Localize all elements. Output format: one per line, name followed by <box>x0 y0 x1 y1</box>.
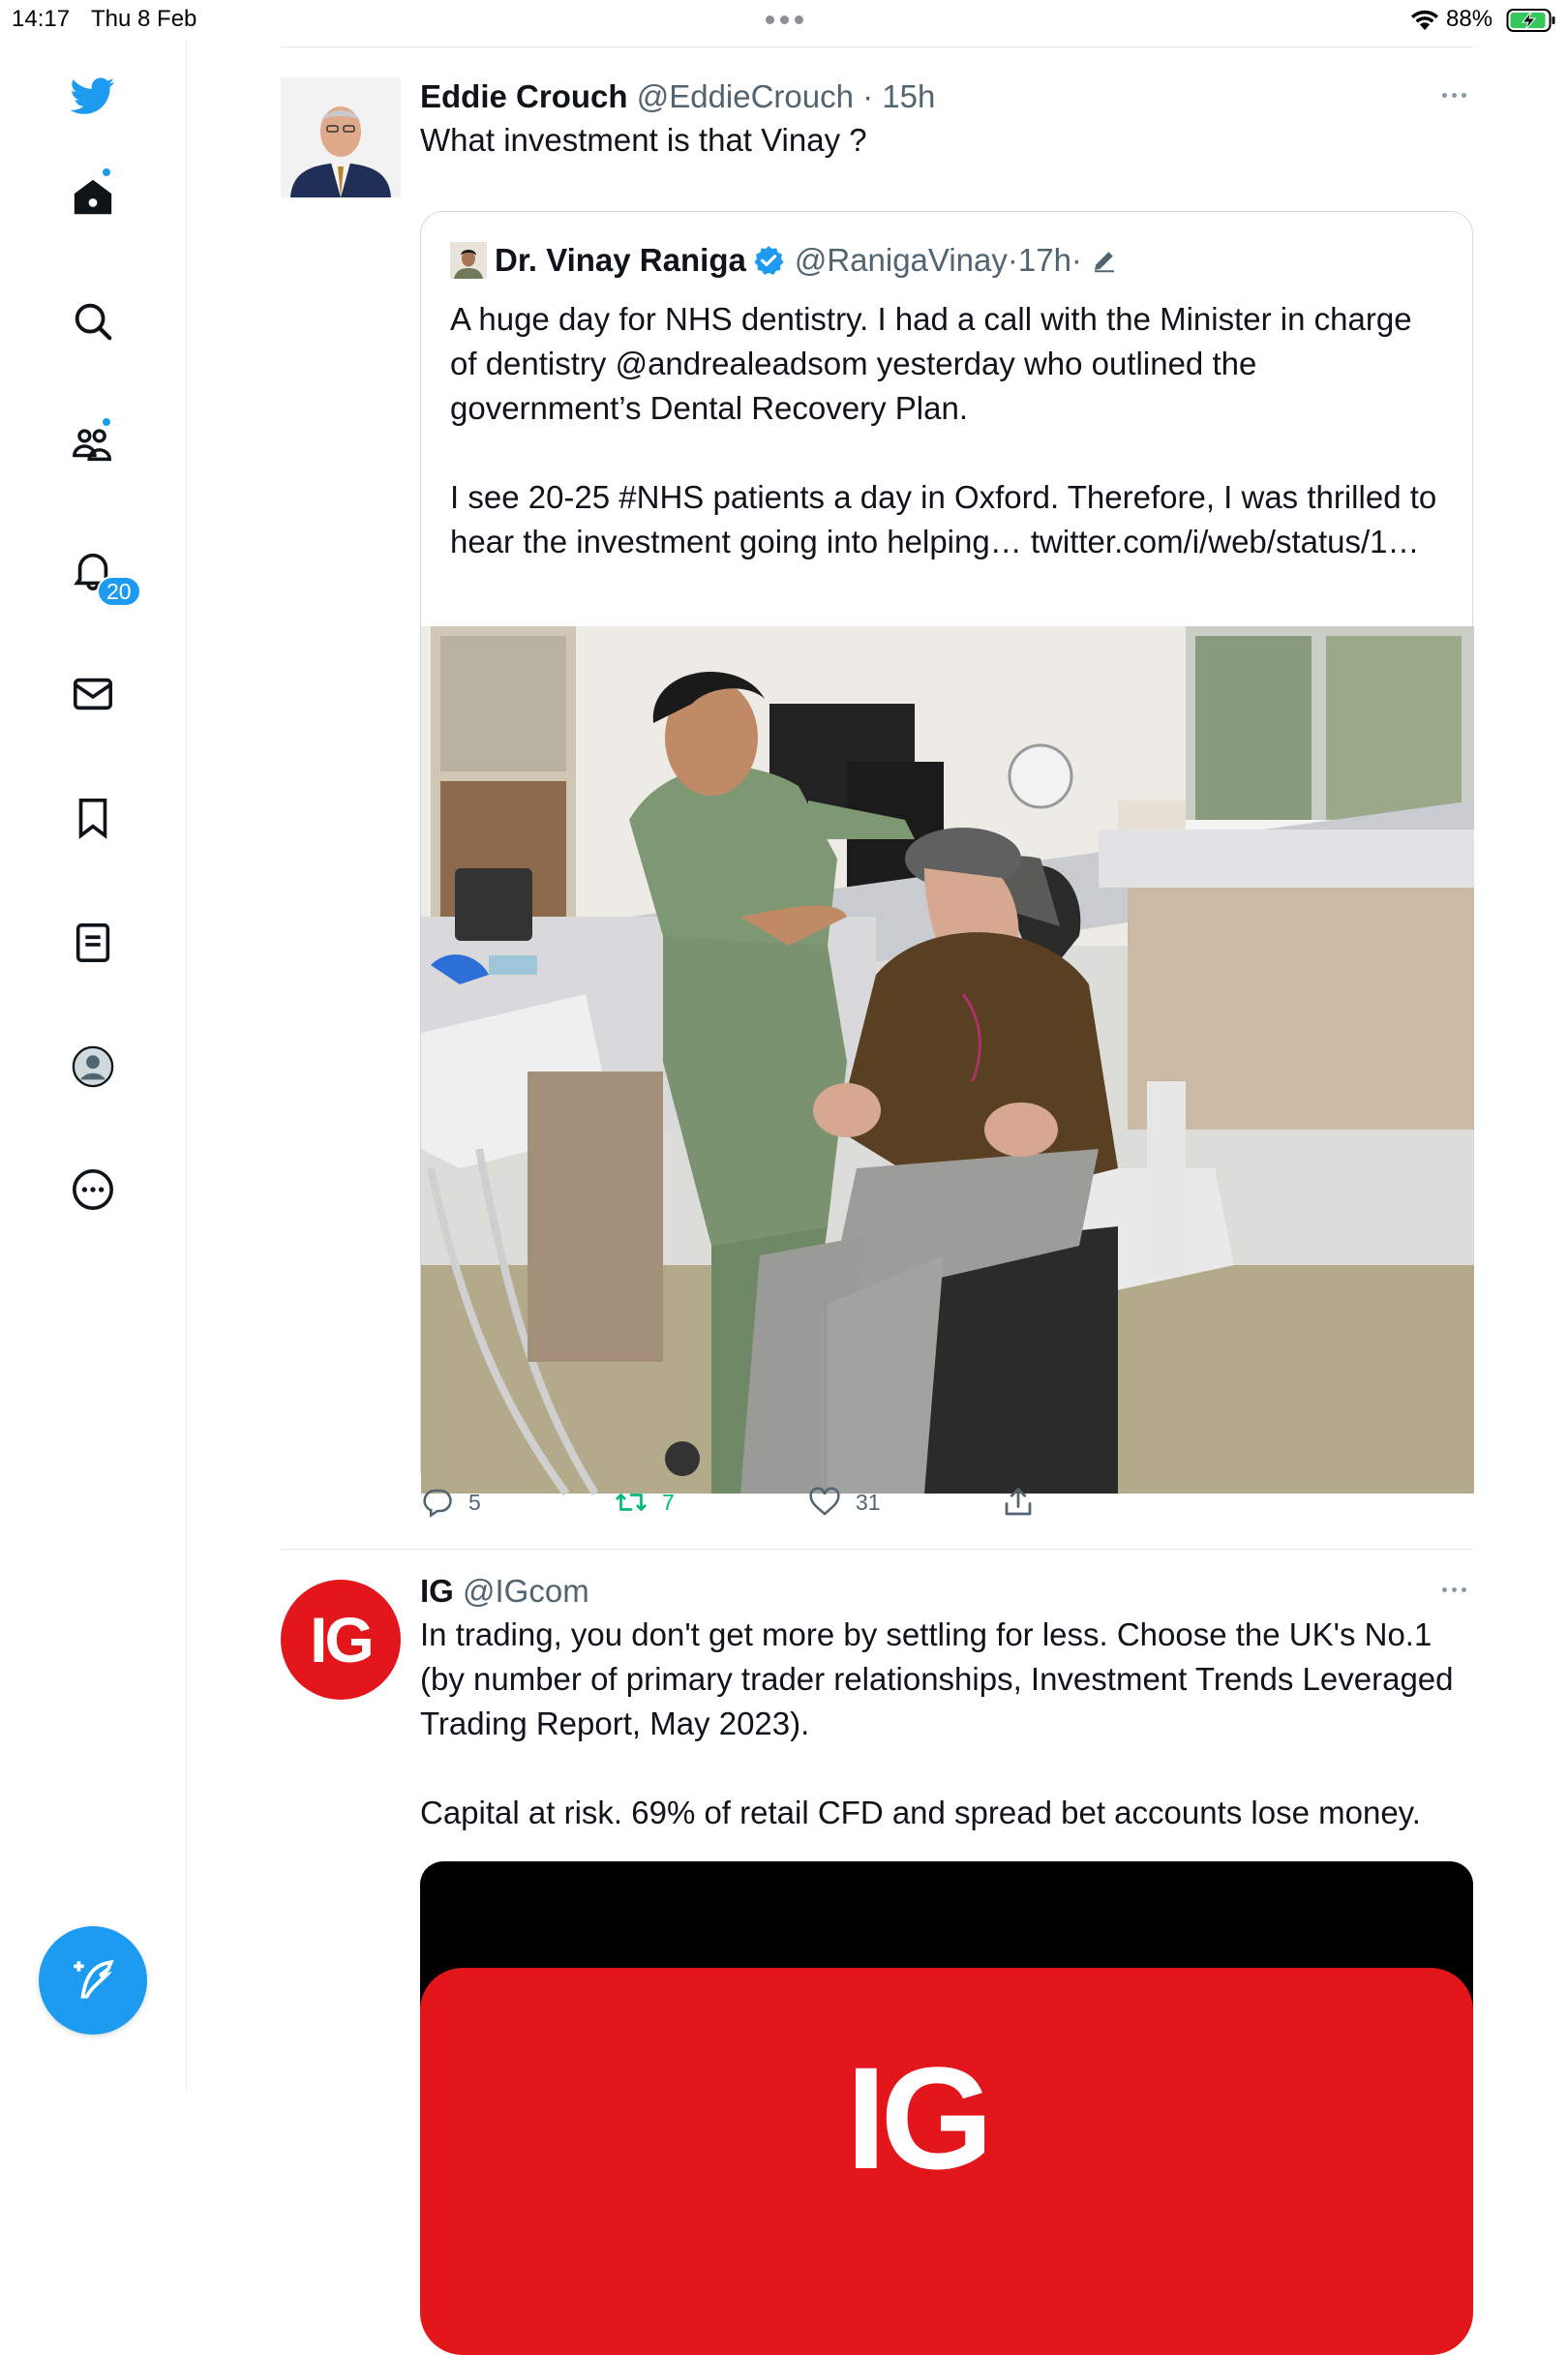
communities-icon[interactable] <box>60 412 126 478</box>
share-button[interactable] <box>1001 1481 1036 1524</box>
share-icon <box>1001 1485 1036 1520</box>
author-name[interactable]: IG <box>420 1573 454 1609</box>
communities-unread-dot <box>101 416 112 428</box>
quoted-tweet-photo[interactable] <box>421 626 1474 1494</box>
status-bar <box>0 0 1568 39</box>
compose-feather-button[interactable] <box>39 1926 147 2035</box>
edited-pencil-icon <box>1090 246 1119 275</box>
like-count: 31 <box>856 1489 881 1515</box>
status-date: Thu 8 Feb <box>91 6 197 32</box>
tweet-action-bar <box>420 1481 1098 1524</box>
bookmark-icon[interactable] <box>60 785 126 851</box>
quoted-separator-end: · <box>1070 242 1082 278</box>
ad-media-image[interactable] <box>420 1861 1473 2199</box>
home-unread-dot <box>101 166 112 178</box>
quoted-author-handle[interactable]: @RanigaVinay <box>794 242 1008 278</box>
ig-media-logo-text: IG <box>846 2037 988 2199</box>
compose-feather-icon <box>69 1956 117 2005</box>
verified-badge-icon <box>752 244 785 277</box>
quoted-tweet-text: A huge day for NHS dentistry. I had a call with the Minister in charge of dentistry @andrealeadsom yesterday who outlined the government’s Dental Recovery Plan. I see 20-25 #NHS patients a day in Oxford. Therefore, I was thrilled to hear the investment going into helping… twitter.com/i/web/status/1… <box>450 301 1437 559</box>
tweet-more-options-button[interactable] <box>1434 1580 1473 1599</box>
reply-button[interactable] <box>420 1481 481 1524</box>
status-time: 14:17 <box>12 6 71 32</box>
quoted-tweet-card[interactable] <box>420 211 1473 1493</box>
tweet-divider <box>281 1549 1473 1550</box>
avatar-vinay-raniga[interactable] <box>450 242 487 279</box>
multitasking-dots-icon[interactable] <box>761 10 807 29</box>
author-name[interactable]: Eddie Crouch <box>420 78 628 114</box>
quoted-tweet-time[interactable]: 17h <box>1017 242 1071 278</box>
tweet-more-options-button[interactable] <box>1434 85 1473 105</box>
tweet-header <box>420 1570 1473 1613</box>
author-handle[interactable]: @EddieCrouch <box>636 78 854 114</box>
twitter-logo-icon[interactable] <box>60 63 126 129</box>
tweet-text: In trading, you don't get more by settling for less. Choose the UK's No.1 (by number of primary trader relationships, Investment Trends Leveraged Trading Report, May 2023). Capital at risk. 69% of retail CFD and spread bet accounts lose money. <box>420 1616 1454 1830</box>
more-circle-icon[interactable] <box>60 1157 126 1223</box>
battery-percent: 88% <box>1446 6 1493 32</box>
quoted-separator: · <box>1007 242 1018 278</box>
heart-icon <box>807 1485 842 1520</box>
tweet-header <box>420 75 1473 118</box>
messages-envelope-icon[interactable] <box>60 661 126 727</box>
quoted-tweet-header <box>450 239 1119 282</box>
timeline-top-divider <box>281 46 1473 47</box>
battery-charging-icon <box>1506 8 1556 33</box>
header-separator: · <box>853 78 883 114</box>
tweet-text: What investment is that Vinay ? <box>420 122 867 158</box>
search-icon[interactable] <box>60 288 126 354</box>
avatar-ig[interactable] <box>281 1580 401 1700</box>
retweet-icon <box>614 1485 648 1520</box>
ig-avatar-text: IG <box>310 1604 372 1676</box>
wifi-icon <box>1409 7 1440 32</box>
notification-count-badge: 20 <box>97 576 141 607</box>
like-button[interactable] <box>807 1481 881 1524</box>
profile-avatar-icon[interactable] <box>60 1034 126 1100</box>
sidebar <box>0 39 187 2091</box>
quoted-author-name[interactable]: Dr. Vinay Raniga <box>495 242 746 278</box>
avatar-eddie-crouch[interactable] <box>281 77 401 197</box>
author-handle[interactable]: @IGcom <box>463 1573 589 1609</box>
home-icon[interactable] <box>60 165 126 230</box>
lists-icon[interactable] <box>60 910 126 976</box>
reply-bubble-icon <box>420 1485 455 1520</box>
tweet-time[interactable]: 15h <box>882 78 936 114</box>
retweet-button[interactable] <box>614 1481 675 1524</box>
reply-count: 5 <box>468 1489 481 1515</box>
retweet-count: 7 <box>662 1489 675 1515</box>
